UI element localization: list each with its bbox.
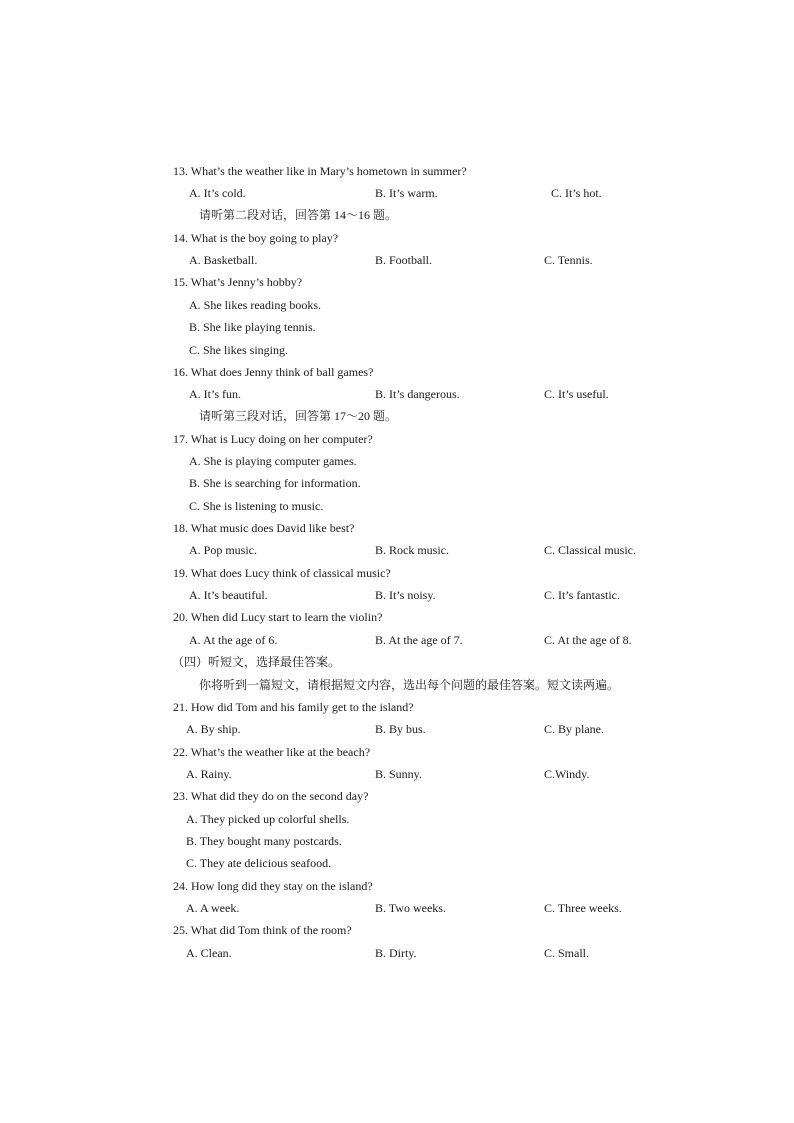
q21-option-b: B. By bus.	[375, 722, 426, 736]
q17-option-c: C. She is listening to music.	[189, 499, 324, 513]
question-23: 23. What did they do on the second day?	[173, 789, 369, 803]
question-25: 25. What did Tom think of the room?	[173, 923, 352, 937]
q17-option-b: B. She is searching for information.	[189, 476, 361, 490]
q25-option-b: B. Dirty.	[375, 946, 417, 960]
q16-option-b: B. It’s dangerous.	[375, 387, 460, 401]
q23-option-b: B. They bought many postcards.	[186, 834, 342, 848]
q24-option-c: C. Three weeks.	[544, 901, 622, 915]
q14-option-a: A. Basketball.	[189, 253, 258, 267]
section-3-instruction: 请听第三段对话，回答第 17～20 题。	[199, 409, 398, 423]
q23-option-a: A. They picked up colorful shells.	[186, 812, 350, 826]
q19-option-a: A. It’s beautiful.	[189, 588, 268, 602]
question-20: 20. When did Lucy start to learn the violin?	[173, 610, 383, 624]
q21-option-a: A. By ship.	[186, 722, 241, 736]
part-4-heading: （四）听短文，选择最佳答案。	[172, 655, 341, 669]
q13-option-c: C. It’s hot.	[551, 186, 602, 200]
q16-option-a: A. It’s fun.	[189, 387, 241, 401]
q20-option-c: C. At the age of 8.	[544, 633, 632, 647]
q16-option-c: C. It’s useful.	[544, 387, 609, 401]
question-18: 18. What music does David like best?	[173, 521, 355, 535]
q25-option-c: C. Small.	[544, 946, 590, 960]
q14-option-b: B. Football.	[375, 253, 433, 267]
question-15: 15. What’s Jenny’s hobby?	[173, 275, 303, 289]
q17-option-a: A. She is playing computer games.	[189, 454, 357, 468]
question-13: 13. What’s the weather like in Mary’s hometown in summer?	[173, 164, 467, 178]
q15-option-c: C. She likes singing.	[189, 343, 289, 357]
q13-option-a: A. It’s cold.	[189, 186, 246, 200]
q15-option-b: B. She like playing tennis.	[189, 320, 316, 334]
question-22: 22. What’s the weather like at the beach?	[173, 745, 371, 759]
q19-option-c: C. It’s fantastic.	[544, 588, 620, 602]
question-19: 19. What does Lucy think of classical music?	[173, 566, 391, 580]
section-2-instruction: 请听第二段对话，回答第 14～16 题。	[199, 208, 398, 222]
q24-option-b: B. Two weeks.	[375, 901, 446, 915]
q21-option-c: C. By plane.	[544, 722, 604, 736]
q18-option-b: B. Rock music.	[375, 543, 449, 557]
q20-option-b: B. At the age of 7.	[375, 633, 463, 647]
q15-option-a: A. She likes reading books.	[189, 298, 321, 312]
question-14: 14. What is the boy going to play?	[173, 231, 339, 245]
q14-option-c: C. Tennis.	[544, 253, 593, 267]
q22-option-b: B. Sunny.	[375, 767, 422, 781]
question-24: 24. How long did they stay on the island?	[173, 879, 373, 893]
question-16: 16. What does Jenny think of ball games?	[173, 365, 374, 379]
q13-option-b: B. It’s warm.	[375, 186, 438, 200]
part-4-instruction: 你将听到一篇短文，请根据短文内容，选出每个问题的最佳答案。短文读两遍。	[199, 678, 620, 692]
q20-option-a: A. At the age of 6.	[189, 633, 278, 647]
q22-option-a: A. Rainy.	[186, 767, 232, 781]
q18-option-a: A. Pop music.	[189, 543, 258, 557]
q19-option-b: B. It’s noisy.	[375, 588, 436, 602]
q25-option-a: A. Clean.	[186, 946, 232, 960]
q22-option-c: C.Windy.	[544, 767, 590, 781]
question-17: 17. What is Lucy doing on her computer?	[173, 432, 373, 446]
q18-option-c: C. Classical music.	[544, 543, 636, 557]
q24-option-a: A. A week.	[186, 901, 240, 915]
q23-option-c: C. They ate delicious seafood.	[186, 856, 332, 870]
question-21: 21. How did Tom and his family get to the island?	[173, 700, 414, 714]
